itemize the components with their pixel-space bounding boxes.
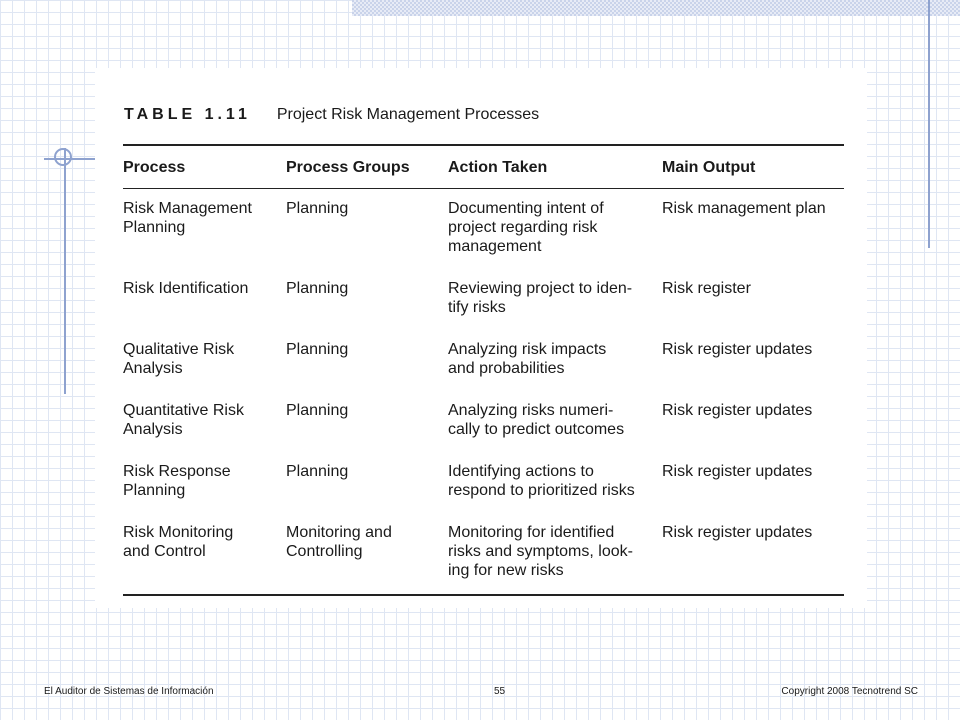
decor-line-right [928,0,930,248]
table-row [123,340,844,401]
table-row [123,523,844,595]
footer-course-title: El Auditor de Sistemas de Información [44,686,214,697]
cell-process: Risk Response Planning [123,463,231,499]
footer-copyright: Copyright 2008 Tecnotrend SC [781,686,918,697]
header-process-groups: Process Groups [286,159,410,176]
cell-action-taken: Documenting intent of project regarding risk management [448,200,604,255]
cell-process-group: Planning [286,200,349,217]
risk-processes-table [123,144,844,596]
table-row [123,401,844,462]
cell-process-group: Planning [286,463,349,480]
table-header-row [123,145,844,189]
table-row [123,462,844,523]
cell-main-output: Risk management plan [662,200,826,217]
cell-main-output: Risk register updates [662,402,813,419]
cell-action-taken: Monitoring for identified risks and symptoms, look- ing for new risks [448,524,633,579]
cell-action-taken: Identifying actions to respond to prioritized risks [448,463,635,499]
cell-main-output: Risk register updates [662,524,813,541]
cell-process-group: Planning [286,341,349,358]
header-process: Process [123,159,186,176]
decor-line-left [64,148,66,394]
header-action-taken: Action Taken [448,159,548,176]
cell-process: Risk Management Planning [123,200,252,236]
cell-process: Risk Identification [123,280,249,297]
table-title: Project Risk Management Processes [276,106,540,123]
cell-main-output: Risk register [662,280,751,297]
cell-process-group: Monitoring and Controlling [286,524,392,560]
cell-process: Qualitative Risk Analysis [123,341,235,377]
crosshair-icon [54,148,72,166]
cell-action-taken: Analyzing risks numeri- cally to predict outcomes [448,402,625,438]
cell-action-taken: Analyzing risk impacts and probabilities [448,341,607,377]
table-label: TABLE 1.11 [124,106,251,123]
table-row [123,279,844,340]
header-main-output: Main Output [662,159,756,176]
cell-process-group: Planning [286,402,349,419]
cell-action-taken: Reviewing project to iden- tify risks [448,280,633,316]
table-caption [124,106,539,124]
cell-process-group: Planning [286,280,349,297]
cell-process: Risk Monitoring and Control [123,524,234,560]
cell-main-output: Risk register updates [662,463,813,480]
header-decor-band [352,0,960,16]
cell-process: Quantitative Risk Analysis [123,402,244,438]
page-number: 55 [494,686,506,697]
table-row [123,189,844,280]
cell-main-output: Risk register updates [662,341,813,358]
